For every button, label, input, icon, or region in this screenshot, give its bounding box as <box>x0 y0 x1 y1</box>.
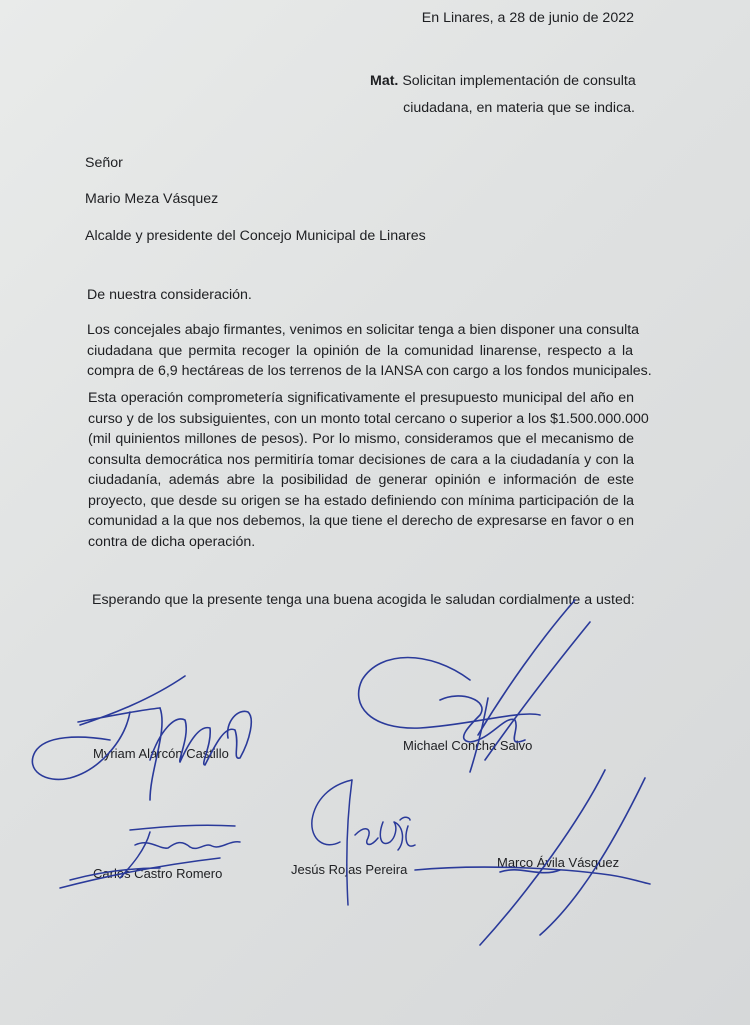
paragraph-1-line: ciudadana que permita recoger la opinión de la comunidad linarense, respecto a la <box>87 342 633 359</box>
recipient-title: Alcalde y presidente del Concejo Municipal de Linares <box>85 228 426 244</box>
subject-text-1: Solicitan implementación de consulta <box>402 73 636 89</box>
paragraph-2-line: comunidad a la que nos debemos, la que tiene el derecho de expresarse en favor o en <box>88 513 634 529</box>
paragraph-2-line: Esta operación comprometería significativamente el presupuesto municipal del año en <box>88 390 634 406</box>
recipient-name: Mario Meza Vásquez <box>85 191 219 207</box>
paragraph-1-line: Los concejales abajo firmantes, venimos en solicitar tenga a bien disponer una consulta <box>87 322 640 338</box>
paragraph-2 <box>88 388 649 552</box>
paragraph-2-line: ciudadanía, además abre la posibilidad de generar opinión e información de este <box>88 472 634 488</box>
subject-line-1 <box>370 71 636 91</box>
recipient-salutation: Señor <box>85 155 123 171</box>
paragraph-2-line: contra de dicha operación. <box>88 533 256 550</box>
subject-label: Mat. <box>370 73 399 89</box>
paragraph-2-line: curso y de los subsiguientes, con un monto total cercano o superior a los $1.500.000.000 <box>88 410 649 427</box>
signatory-name-jesus: Jesús Rojas Pereira <box>291 862 408 877</box>
paragraph-1-line: compra de 6,9 hectáreas de los terrenos de la IANSA con cargo a los fondos municipales. <box>87 363 652 379</box>
paragraph-1 <box>87 320 652 382</box>
signatory-name-michael: Michael Concha Salvo <box>403 738 533 753</box>
signatory-name-carlos: Carlos Castro Romero <box>93 866 223 881</box>
place-date: En Linares, a 28 de junio de 2022 <box>421 10 634 26</box>
signatory-name-marco: Marco Ávila Vásquez <box>497 855 620 870</box>
paragraph-2-line: consulta democrática nos permitiría tomar decisiones de cara a la ciudadanía y con la <box>88 451 634 468</box>
paragraph-2-line: (mil quinientos millones de pesos). Por lo mismo, consideramos que el mecanismo de <box>88 431 634 447</box>
subject-line-2: ciudadana, en materia que se indica. <box>403 100 635 116</box>
closing: Esperando que la presente tenga una buena acogida le saludan cordialmente a usted: <box>92 592 635 608</box>
signatory-name-myriam: Myriam Alarcón Castillo <box>93 746 229 761</box>
signature-myriam <box>32 676 251 800</box>
greeting: De nuestra consideración. <box>87 287 252 303</box>
paragraph-2-line: proyecto, que desde su origen se ha estado definiendo con mínima participación de la <box>88 492 634 509</box>
signature-jesus <box>312 780 415 905</box>
